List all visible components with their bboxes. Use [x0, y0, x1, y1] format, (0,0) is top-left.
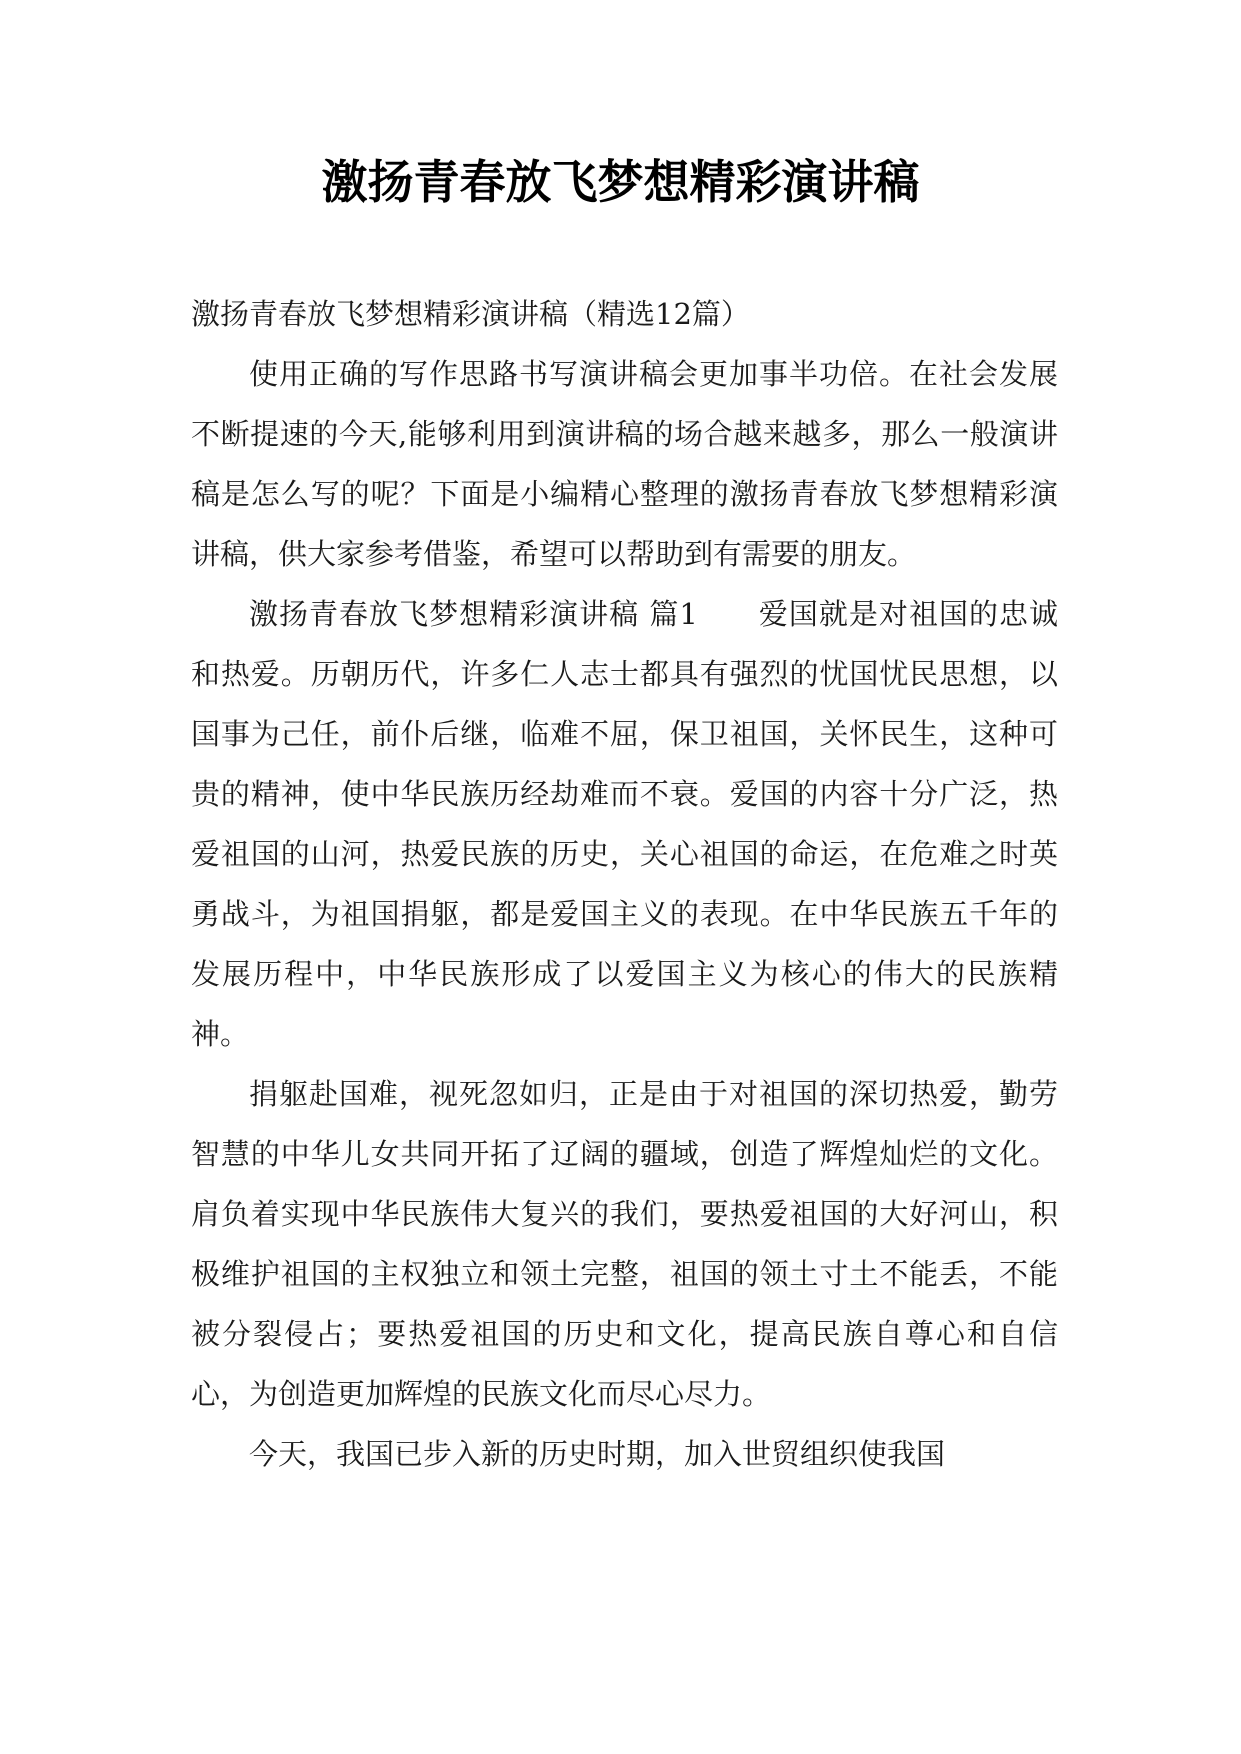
- document-title: 激扬青春放飞梦想精彩演讲稿: [321, 155, 920, 209]
- document-subtitle: 激扬青春放飞梦想精彩演讲稿（精选12篇）: [191, 297, 750, 331]
- body-paragraph: 捐躯赴国难，视死忽如归，正是由于对祖国的深切热爱，勤劳智慧的中华儿女共同开拓了辽阔的疆域，创造了辉煌灿烂的文化。肩负着实现中华民族伟大复兴的我们，要热爱祖国的大好河山，积极维护祖国的主权独立和领土完整，祖国的领土寸土不能丢，不能被分裂侵占；要热爱祖国的历史和文化，提高民族自尊心和自信心，为创造更加辉煌的民族文化而尽心尽力。: [191, 1077, 1058, 1411]
- intro-paragraph: 使用正确的写作思路书写演讲稿会更加事半功倍。在社会发展不断提速的今天,能够利用到演讲稿的场合越来越多，那么一般演讲稿是怎么写的呢？下面是小编精心整理的激扬青春放飞梦想精彩演讲稿，供大家参考借鉴，希望可以帮助到有需要的朋友。: [191, 357, 1058, 571]
- document-body: [191, 284, 1058, 1484]
- body-paragraph: 今天，我国已步入新的历史时期，加入世贸组织使我国: [249, 1437, 946, 1471]
- body-paragraph: 激扬青春放飞梦想精彩演讲稿 篇1 爱国就是对祖国的忠诚和热爱。历朝历代，许多仁人志士都具有强烈的忧国忧民思想，以国事为己任，前仆后继，临难不屈，保卫祖国，关怀民生，这种可贵的精神，使中华民族历经劫难而不衰。爱国的内容十分广泛，热爱祖国的山河，热爱民族的历史，关心祖国的命运，在危难之时英勇战斗，为祖国捐躯，都是爱国主义的表现。在中华民族五千年的发展历程中，中华民族形成了以爱国主义为核心的伟大的民族精神。: [191, 597, 1058, 1051]
